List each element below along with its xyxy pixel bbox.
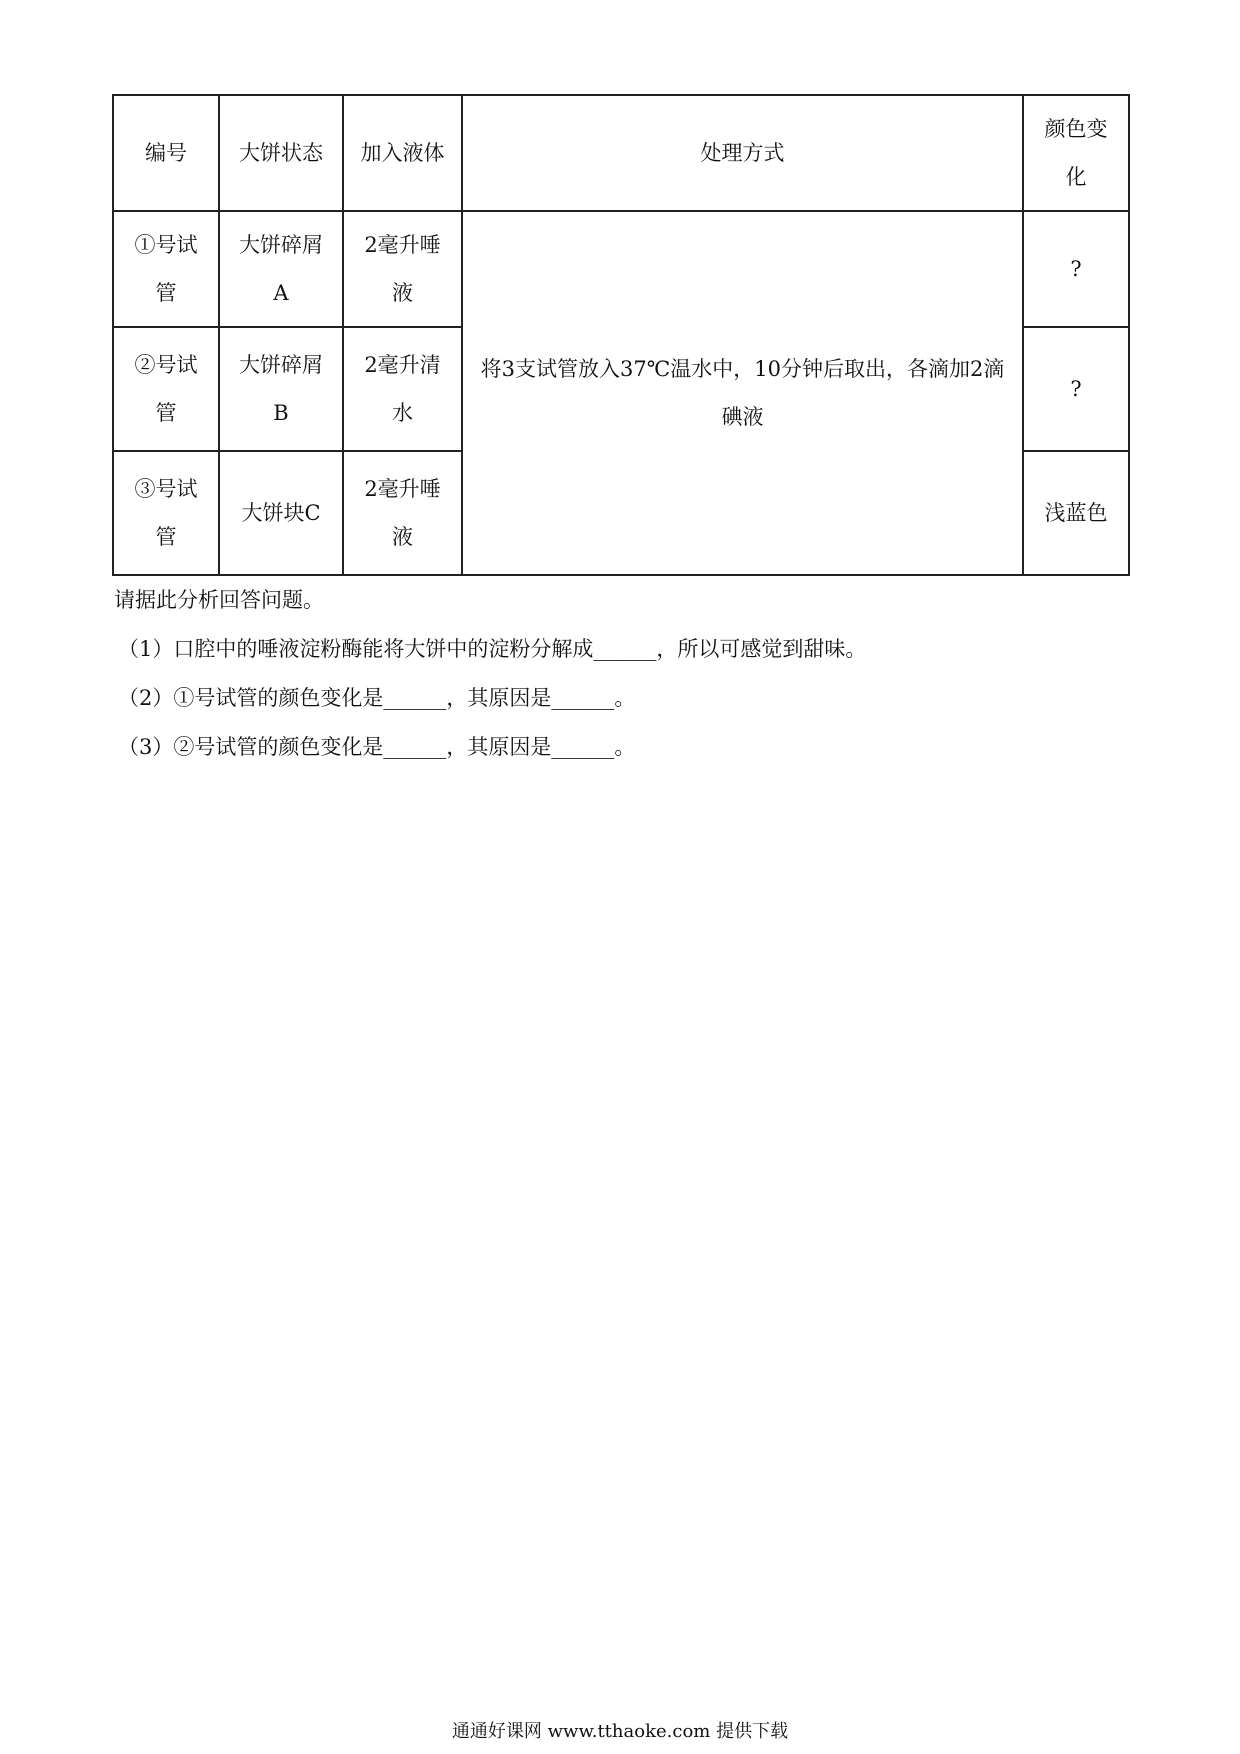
header-number: 编号 <box>113 95 219 211</box>
cell-liquid: 2毫升唾液 <box>343 211 462 327</box>
cell-liquid: 2毫升唾液 <box>343 451 462 575</box>
cell-pancake-state: 大饼碎屑A <box>219 211 343 327</box>
question-2: （2）①号试管的颜色变化是______，其原因是______。 <box>118 686 636 710</box>
cell-pancake-state: 大饼块C <box>219 451 343 575</box>
table-row <box>113 211 1129 327</box>
cell-tube-number: ①号试管 <box>113 211 219 327</box>
cell-color-change: ? <box>1023 327 1129 451</box>
table-header-row <box>113 95 1129 211</box>
cell-liquid: 2毫升清水 <box>343 327 462 451</box>
cell-method: 将3支试管放入37℃温水中，10分钟后取出，各滴加2滴碘液 <box>462 211 1023 575</box>
cell-color-change: ? <box>1023 211 1129 327</box>
question-3: （3）②号试管的颜色变化是______，其原因是______。 <box>118 735 636 759</box>
cell-pancake-state: 大饼碎屑B <box>219 327 343 451</box>
page-footer: 通通好课网 www.tthaoke.com 提供下载 <box>451 1721 789 1742</box>
cell-tube-number: ②号试管 <box>113 327 219 451</box>
header-method: 处理方式 <box>462 95 1023 211</box>
experiment-table <box>112 94 1130 576</box>
header-pancake-state: 大饼状态 <box>219 95 343 211</box>
header-color-change: 颜色变化 <box>1023 95 1129 211</box>
cell-color-change: 浅蓝色 <box>1023 451 1129 575</box>
cell-tube-number: ③号试管 <box>113 451 219 575</box>
question-1: （1）口腔中的唾液淀粉酶能将大饼中的淀粉分解成______，所以可感觉到甜味。 <box>118 637 867 661</box>
header-liquid: 加入液体 <box>343 95 462 211</box>
intro-text: 请据此分析回答问题。 <box>114 588 324 612</box>
